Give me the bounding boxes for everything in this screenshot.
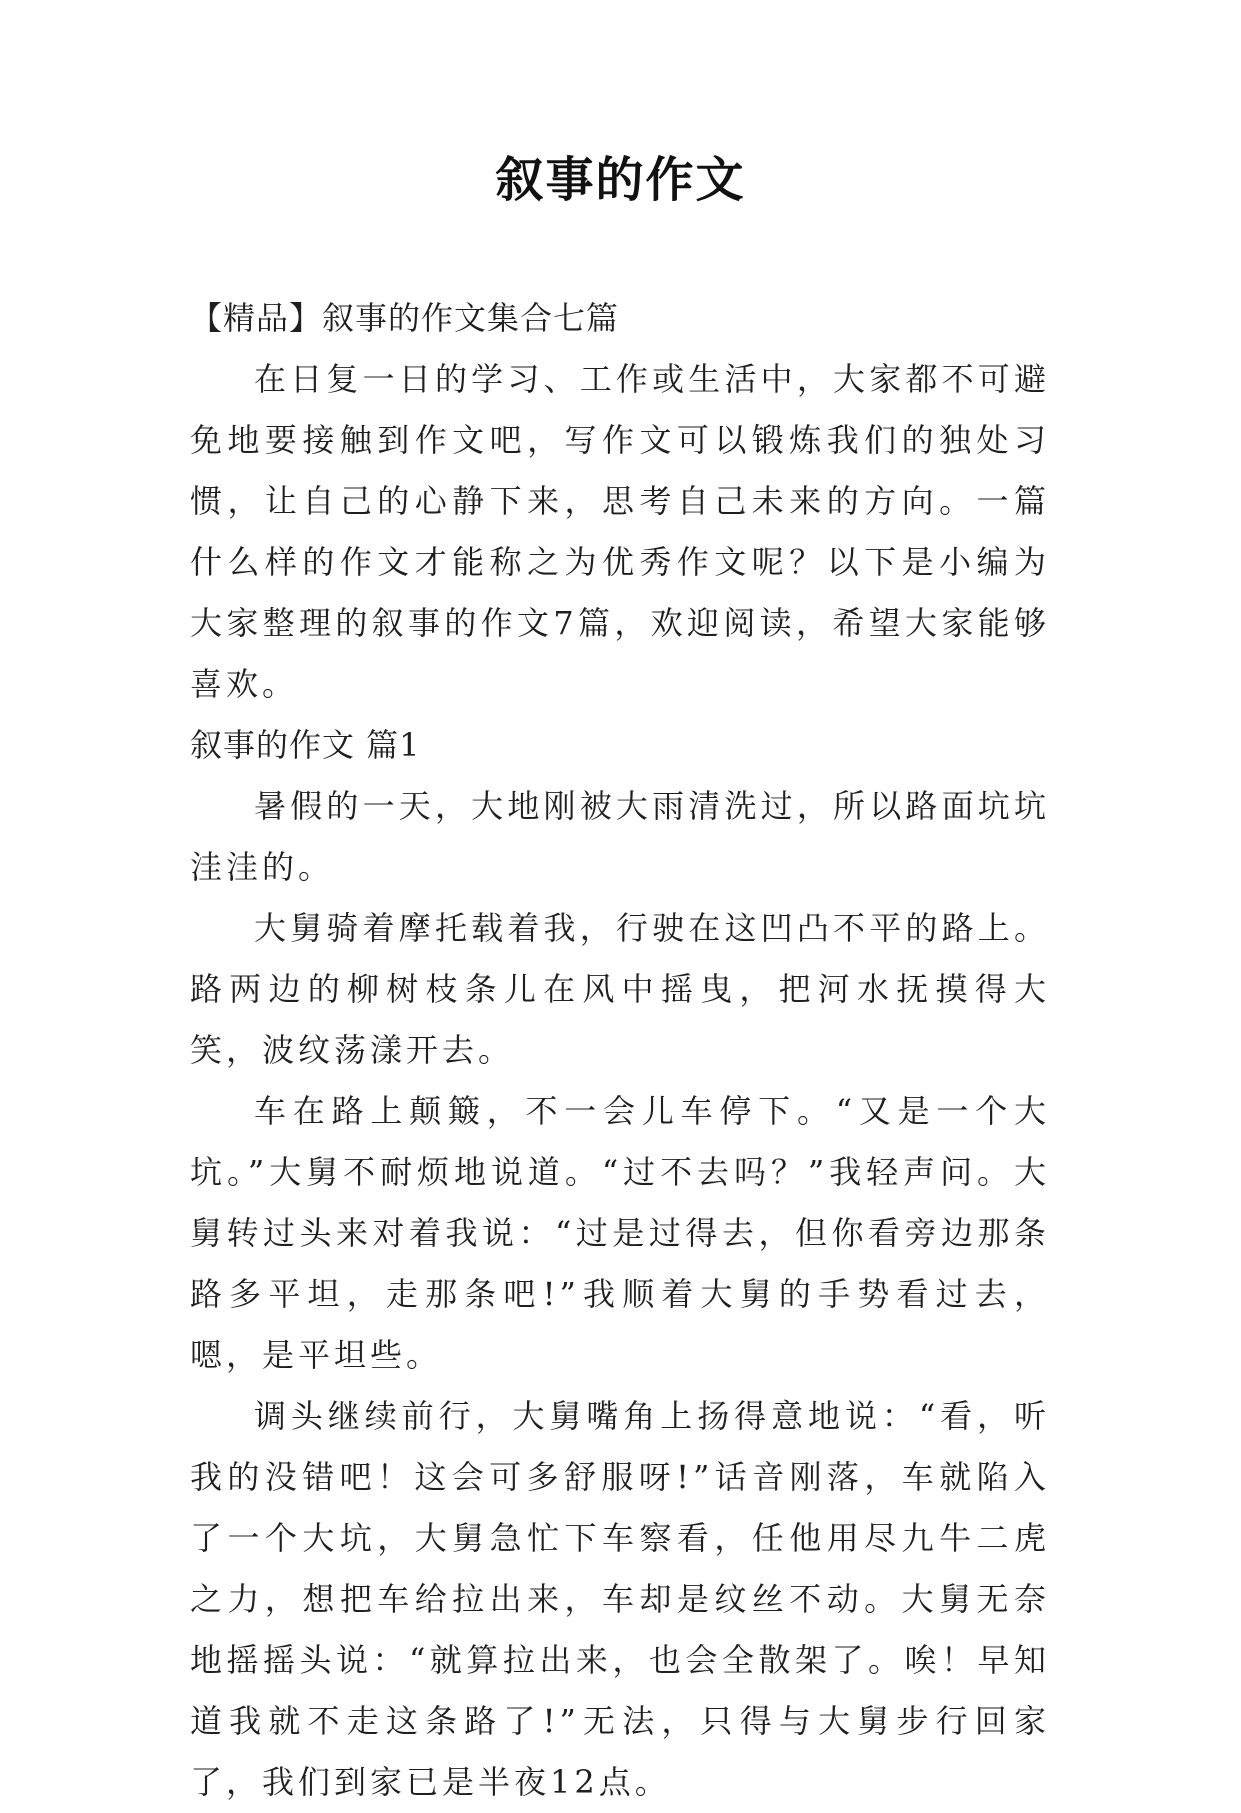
body-paragraph: 车在路上颠簸，不一会儿车停下。“又是一个大坑。”大舅不耐烦地说道。“过不去吗？”我轻声问。大舅转过头来对着我说：“过是过得去，但你看旁边那条路多平坦，走那条吧!”我顺着大舅的手势看过去，嗯，是平坦些。 <box>190 1092 1050 1374</box>
body-paragraph: 暑假的一天，大地刚被大雨清洗过，所以路面坑坑洼洼的。 <box>190 787 1050 886</box>
document-subtitle: 【精品】叙事的作文集合七篇 <box>190 299 620 337</box>
intro-paragraph: 在日复一日的学习、工作或生活中，大家都不可避免地要接触到作文吧，写作文可以锻炼我们的独处习惯，让自己的心静下来，思考自己未来的方向。一篇什么样的作文才能称之为优秀作文呢？以下是小编为大家整理的叙事的作文7篇，欢迎阅读，希望大家能够喜欢。 <box>190 360 1050 703</box>
document-title: 叙事的作文 <box>495 152 746 208</box>
section-heading: 叙事的作文 篇1 <box>190 726 421 764</box>
body-paragraph: 大舅骑着摩托载着我，行驶在这凹凸不平的路上。路两边的柳树枝条儿在风中摇曳，把河水抚摸得大笑，波纹荡漾开去。 <box>190 909 1050 1069</box>
body-paragraph: 调头继续前行，大舅嘴角上扬得意地说：“看，听我的没错吧！这会可多舒服呀!”话音刚落，车就陷入了一个大坑，大舅急忙下车察看，任他用尽九牛二虎之力，想把车给拉出来，车却是纹丝不动。大舅无奈地摇摇头说：“就算拉出来，也会全散架了。唉！早知道我就不走这条路了!”无法，只得与大舅步行回家了，我们到家已是半夜12点。 <box>190 1397 1050 1801</box>
document-body <box>190 288 1050 1813</box>
